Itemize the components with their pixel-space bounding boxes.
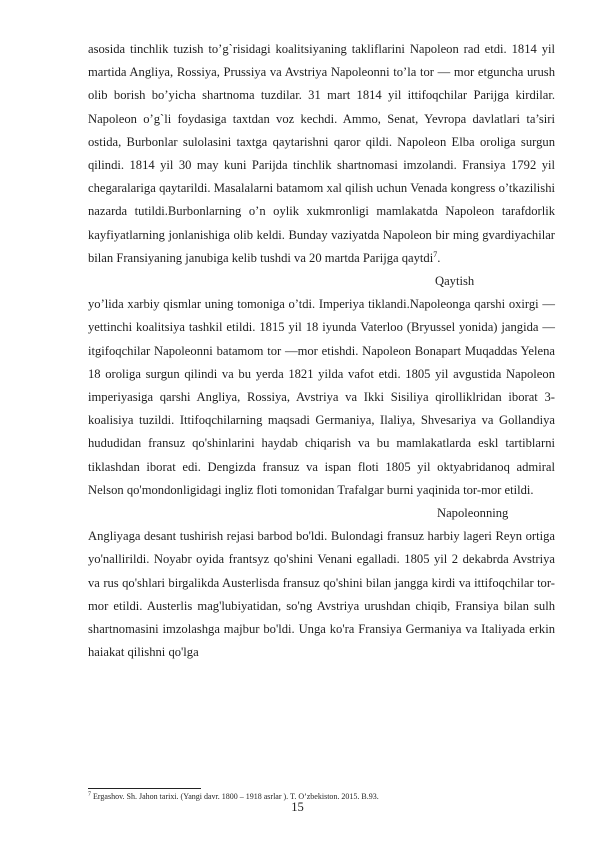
- document-body: [88, 38, 555, 664]
- paragraph-2: [88, 293, 555, 502]
- paragraph-2-lead-word: Qaytish: [435, 274, 475, 289]
- page-number: 15: [291, 800, 304, 814]
- paragraph-3-lead-word: Napoleonning: [437, 506, 509, 521]
- footnote-text: Ergashov. Sh. Jahon tarixi. (Yangi davr. 1800 – 1918 asrlar ). T. O’zbekiston. 2015. B.93.: [93, 792, 379, 801]
- paragraph-1: [88, 38, 555, 289]
- footnote-separator: [88, 788, 201, 789]
- paragraph-2-text: yo’lida xarbiy qismlar uning tomoniga o’tdi. Imperiya tiklandi.Napoleonga qarshi oxirgi — yettinchi koalitsiya tashkil etildi. 1815 yil 18 iyunda Vaterloo (Bryussel yonida) jangida — itgifoqchilar Napoleonni batamom tor —mor etishdi. Napoleon Bonapart Muqaddas Yelena 18 oroliga surgun qilindi va bu yerda 1821 yilda vafot etdi. 1805 yil avgustida Napoleon imperiyasiga qarshi Angliya, Rossiya, Avstriya va Ikki Sisiliya qirolliklridan iborat 3-koalisiya tuzildi. Ittifoqchilarning maqsadi Germaniya, Ilaliya, Shvesariya va Gollandiya hududidan fransuz qo'shinlarini haydab chiqarish va bu mamlakatlarda eskl tartiblarni tiklashdan iborat edi. Dengizda fransuz va ispan floti 1805 yil oktyabridanoq admiral Nelson qo'mondonligidagi ingliz floti tomonidan Trafalgar burni yaqinida tor-mor etildi.: [88, 297, 555, 497]
- paragraph-3: [88, 525, 555, 664]
- paragraph-3-lead-line: [88, 502, 555, 525]
- paragraph-1-text: asosida tinchlik tuzish to’g`risidagi koalitsiyaning takliflarini Napoleon rad etdi. 1814 yil martida Angliya, Rossiya, Prussiya va Avstriya Napoleonni to’la tor — mor etguncha urush olib borish bo’yicha shartnoma tuzdilar. 31 mart 1814 yil ittifoqchilar Parijga kirdilar. Napoleon o’g`li foydasiga taxtdan voz kechdi. Ammo, Senat, Yevropa davlatlari ta’siri ostida, Burbonlar sulolasini taxtga qaytarishni qaror qildi. Napoleon Elba oroliga surgun qilindi. 1814 yil 30 may kuni Parijda tinchlik shartnomasi imzolandi. Fransiya 1792 yil chegaralariga qaytarildi. Masalalarni batamom xal qilish uchun Venada kongress o’tkazilishi nazarda tutildi.Burbonlarning o’n oylik xukmronligi mamlakatda Napoleon tarafdorlik kayfiyatlarning jonlanishiga olib keldi. Bunday vaziyatda Napoleon bir ming gvardiyachilar bilan Fransiyaning janubiga kelib tushdi va 20 martda Parijga qaytdi: [88, 42, 555, 265]
- footnote-number: 7: [88, 791, 91, 798]
- paragraph-1-tail: .: [437, 250, 441, 265]
- paragraph-3-text: Angliyaga desant tushirish rejasi barbod bo'ldi. Bulondagi fransuz harbiy lageri Reyn ortiga yo'nallirildi. Noyabr oyida frantsyz qo'shini Venani egalladi. 1805 yil 2 dekabrda Avstriya va rus qo'shlari birgalikda Austerlisda fransuz qo'shini bilan jangga kirdi va ittifoqchilar tor-mor etildi. Austerlis mag'lubiyatidan, so'ng Avstriya urushdan chiqib, Fransiya bilan sulh shartnomasini imzolashga majbur bo'ldi. Unga ko'ra Fransiya Germaniya va Italiyada erkin haiakat qilishni qo'lga: [88, 529, 555, 660]
- footnote-reference[interactable]: 7: [433, 249, 438, 259]
